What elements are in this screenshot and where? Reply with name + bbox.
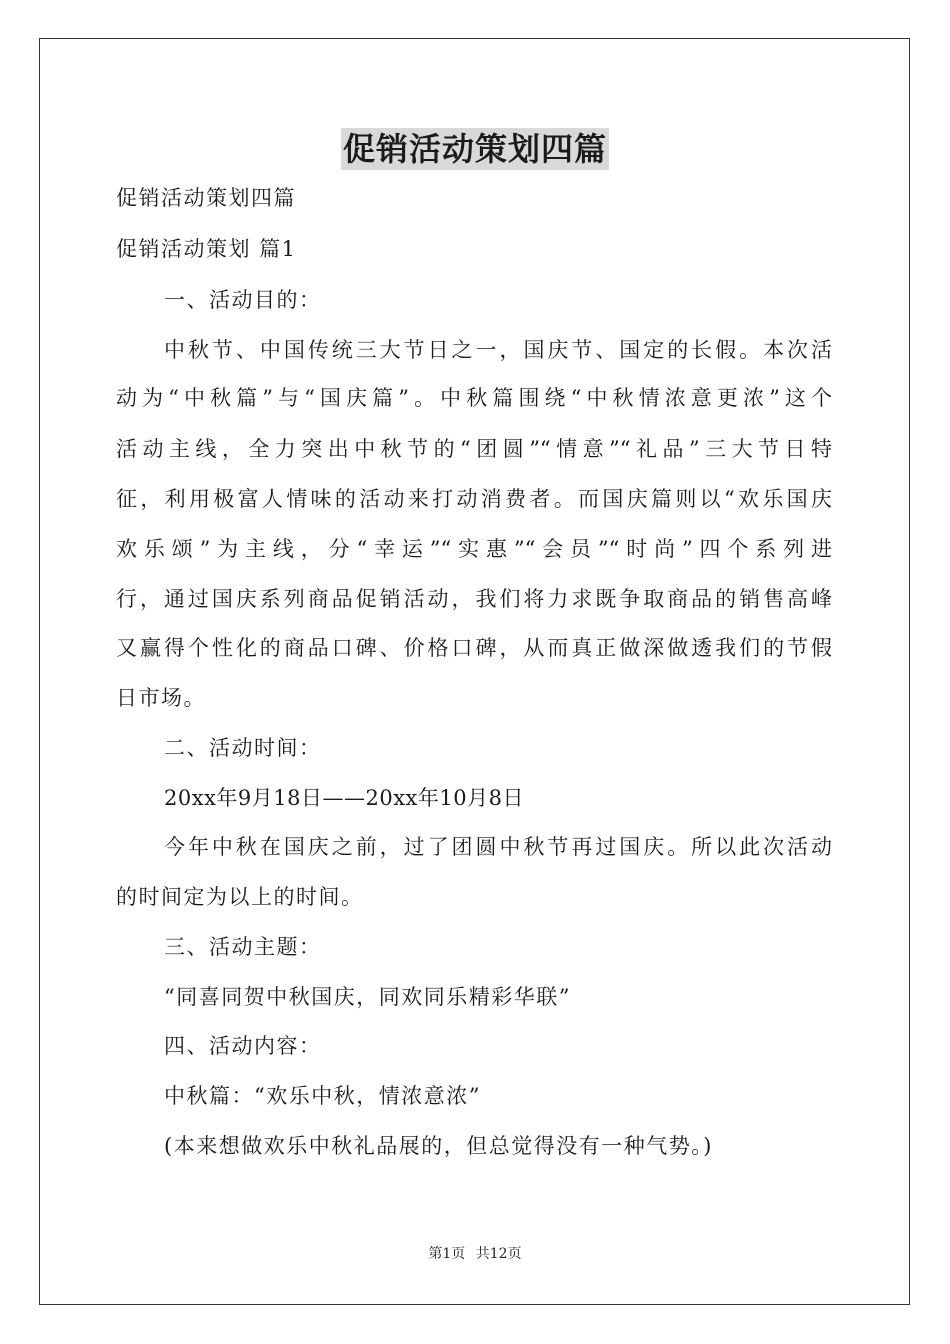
- page-frame: [39, 38, 910, 1305]
- paragraph-line: 行，通过国庆系列商品促销活动，我们将力求既争取商品的销售高峰: [116, 587, 832, 611]
- document-title: 促销活动策划四篇: [342, 130, 607, 168]
- paragraph-line: 又赢得个性化的商品口碑、价格口碑，从而真正做深做透我们的节假: [116, 636, 832, 660]
- heading-content: 四、活动内容：: [164, 1034, 322, 1058]
- note-text: (本来想做欢乐中秋礼品展的，但总觉得没有一种气势。): [164, 1134, 713, 1158]
- paragraph-line: 日市场。: [116, 686, 206, 710]
- heading-time: 二、活动时间：: [164, 736, 322, 760]
- mid-autumn-heading: 中秋篇：“欢乐中秋，情浓意浓”: [164, 1084, 481, 1108]
- paragraph-line: 活动主线，全力突出中秋节的“团圆”“情意”“礼品”三大节日特: [116, 437, 832, 461]
- page-footer: [0, 1245, 950, 1263]
- theme-text: “同喜同贺中秋国庆，同欢同乐精彩华联”: [164, 985, 571, 1009]
- heading-purpose: 一、活动目的：: [164, 288, 322, 312]
- paragraph-line: 今年中秋在国庆之前，过了团圆中秋节再过国庆。所以此次活动: [164, 835, 832, 859]
- document-subtitle: 促销活动策划四篇: [116, 186, 296, 210]
- paragraph-line: 动为“中秋篇”与“国庆篇”。中秋篇围绕“中秋情浓意更浓”这个: [116, 386, 832, 410]
- heading-theme: 三、活动主题：: [164, 935, 322, 959]
- section-heading: 促销活动策划 篇1: [116, 237, 297, 261]
- title-container: [0, 128, 950, 170]
- paragraph-line: 中秋节、中国传统三大节日之一，国庆节、国定的长假。本次活: [164, 338, 832, 362]
- paragraph-line: 征，利用极富人情味的活动来打动消费者。而国庆篇则以“欢乐国庆: [116, 487, 832, 511]
- paragraph-line: 的时间定为以上的时间。: [116, 885, 364, 909]
- date-range: 20xx年9月18日——20xx年10月8日: [164, 786, 524, 810]
- paragraph-line: 欢乐颂”为主线，分“幸运”“实惠”“会员”“时尚”四个系列进: [116, 537, 832, 561]
- page-total: 共12页: [475, 1246, 522, 1262]
- page-number: 第1页: [428, 1246, 466, 1262]
